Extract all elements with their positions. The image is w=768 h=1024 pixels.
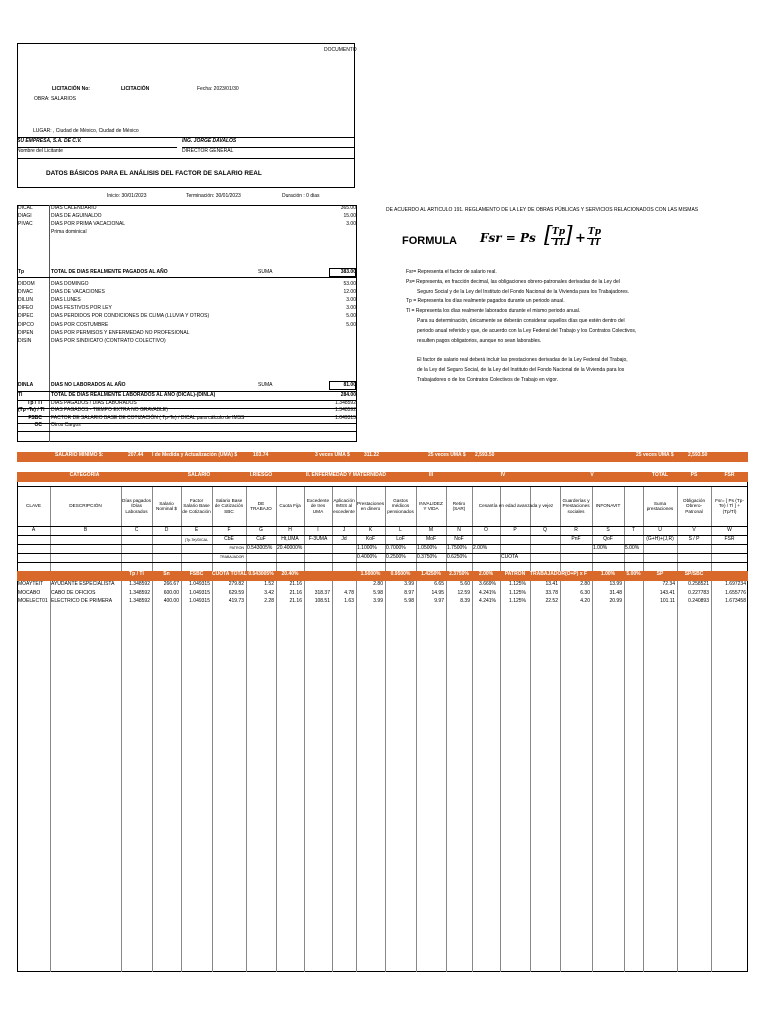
- column-header: Cuota Fija: [279, 503, 301, 509]
- column-header: Excedente de tres UMA: [306, 497, 330, 514]
- column-letter: N: [457, 527, 461, 533]
- data-cell: 400.00: [163, 598, 179, 605]
- column-line: [181, 486, 182, 972]
- data-cell: CABO DE OFICIOS: [51, 589, 96, 596]
- header-box: [17, 43, 355, 188]
- day-code: DISIN: [18, 337, 32, 344]
- data-cell: 5.98: [404, 598, 414, 605]
- column-header: Obligación Obrero-Patronal: [682, 497, 706, 514]
- data-cell: 1.049315: [189, 589, 210, 596]
- data-cell: 1.348592: [129, 598, 150, 605]
- column-letter: I: [317, 527, 319, 533]
- day-desc: DIAS DOMINGO: [51, 281, 89, 287]
- ti-value: 284.00: [340, 392, 356, 398]
- data-cell: 0.227783: [688, 589, 709, 596]
- day-code: DIPEC: [18, 313, 34, 320]
- day-desc: DIAS DE VACACIONES: [51, 289, 105, 296]
- data-cell: 8.97: [404, 589, 414, 596]
- column-letter: D: [164, 527, 169, 533]
- column-letter: W: [727, 527, 732, 533]
- data-cell: 2.28: [264, 598, 274, 605]
- ti-desc: Otros Cargos: [51, 422, 81, 429]
- data-cell: 143.41: [659, 589, 675, 596]
- group-header: CATEGORIA: [69, 472, 100, 478]
- day-value: 383.00: [340, 269, 356, 275]
- column-header: Aplicación IMSS al excedente: [333, 497, 355, 514]
- column-letter: Q: [543, 527, 547, 533]
- day-desc: DIAS PERDIDOS POR CONDICIONES DE CLIMA (LLUVIA Y OTROS): [51, 313, 210, 320]
- data-cell: 20.99: [609, 598, 622, 605]
- day-code: DIDOM: [18, 281, 35, 287]
- data-cell: 5.60: [460, 581, 470, 587]
- trabajador-cell: 0.2500%: [386, 554, 406, 560]
- column-header: Días pagados /Días Laborados: [122, 497, 151, 514]
- day-code: DIFEO: [18, 305, 34, 312]
- formula-tl2: Tl: [589, 238, 600, 248]
- column-letter: G: [259, 527, 263, 533]
- data-cell: 4.241%: [479, 589, 496, 596]
- day-code: DINLA: [18, 382, 34, 388]
- day-desc: DIAS POR COSTUMBRE: [51, 321, 109, 328]
- data-cell: AYUDANTE ESPECIALISTA: [51, 581, 115, 587]
- column-letter: T: [631, 527, 636, 533]
- column-letter: R: [574, 527, 578, 533]
- column-header: Guarderías y Prestaciones sociales: [562, 497, 590, 514]
- data-cell: 629.59: [228, 589, 244, 596]
- group-header: IV: [500, 472, 506, 478]
- column-line: [530, 486, 531, 972]
- empresa-name: SU EMPRESA, S.A. DE C.V.: [17, 138, 82, 144]
- ti-value: 1.049315: [335, 414, 356, 421]
- data-cell: 2.80: [580, 581, 590, 587]
- formula-cell-e: (Tp-Te)/DICAL: [184, 538, 209, 542]
- column-line: [152, 486, 153, 972]
- day-desc: DIAS LUNES: [51, 297, 81, 304]
- ti-code: (Tp -Te) / Tl: [18, 407, 45, 414]
- column-header: Prestaciones en dinero: [356, 500, 385, 511]
- day-desc: DIAS CALENDARIO: [51, 205, 97, 211]
- column-line: [592, 486, 593, 972]
- day-desc: DIAS POR PRIMA VACACIONAL: [51, 221, 126, 227]
- subtotal-cell: 1.4250%: [421, 571, 441, 577]
- ti-desc: FACTOR DE SALARIO BASE DE COTIZACIÓN ( Tp-Te) / DICAL para cálculo de IMSS: [51, 414, 245, 421]
- fecha: Fecha: 2023/01/30: [197, 86, 239, 92]
- ti-code: OC: [34, 422, 42, 429]
- group-header: PS: [690, 472, 698, 478]
- formula-label: FORMULA: [402, 235, 457, 247]
- ti-desc: TOTAL DE DIAS REALMENTE LABORADOS AL AÑO (DICAL)-(DINLA): [51, 392, 216, 398]
- day-value: 3.00: [346, 221, 356, 227]
- column-header: Factor Salario Base de Cotización: [182, 497, 211, 514]
- data-cell: 31.48: [609, 589, 622, 596]
- subtotal-cell: 2.00%: [478, 571, 494, 577]
- column-letter: C: [134, 527, 139, 533]
- subtotal-cell: 2.3750%: [449, 571, 469, 577]
- data-cell: 13.99: [609, 581, 622, 587]
- data-cell: 1.673458: [725, 598, 746, 605]
- definition-line: Tl = Representa los días realmente laborados durante el mismo periodo anual.: [406, 308, 581, 315]
- divider: [17, 431, 357, 432]
- formula-tp: Tp: [552, 227, 565, 237]
- salario-minimo-value: 207.44: [128, 452, 144, 458]
- patron-cell: 2.00%: [473, 545, 488, 551]
- data-cell: 3.669%: [479, 581, 496, 587]
- day-code: PIVAC: [18, 221, 33, 227]
- column-header: Suma prestaciones: [646, 500, 674, 511]
- column-letter: L: [399, 527, 402, 533]
- definition-line: periodo anual referido y que, de acuerdo con la Ley Federal del Trabajo y los Contratos Colectivos,: [417, 327, 637, 334]
- twentyfive-uma-value-b: 2,593.50: [688, 452, 708, 458]
- day-value: 5.00: [346, 313, 356, 320]
- subtotal-cell: 0.9500%: [390, 571, 411, 577]
- twentyfive-uma-label: 25 veces UMA $: [428, 452, 466, 458]
- terminacion: Terminación: 30/01/2023: [186, 193, 241, 199]
- day-code: DILUN: [18, 297, 34, 304]
- day-value: 3.00: [346, 305, 356, 312]
- definition-line: Para su determinación, únicamente se deberán considerar aquellos días que estén dentro del: [417, 318, 625, 324]
- trabajador-cell: 0.4000%: [357, 554, 377, 560]
- formula-cell: F-3UMA: [308, 536, 328, 542]
- column-letter: P: [513, 527, 517, 533]
- trabajador-cell: 0.6250%: [447, 554, 467, 560]
- data-cell: 1.049315: [189, 598, 210, 605]
- column-letter: V: [692, 527, 696, 533]
- data-cell: 72.34: [662, 581, 675, 587]
- page-title: DATOS BÁSICOS PARA EL ANÁLISIS DEL FACTOR DE SALARIO REAL: [46, 170, 262, 177]
- subtotal-cell: 20.40%: [281, 571, 299, 577]
- definition-line: El factor de salario real deberá incluir las prestaciones derivadas de la Ley Federal del Trabajo,: [417, 357, 628, 364]
- definition-line: resulten pagos obligatorios, aunque no sean laborables.: [417, 337, 542, 344]
- data-cell: 1.348592: [129, 581, 150, 587]
- column-letter: A: [31, 527, 36, 533]
- data-cell: 1.63: [344, 598, 354, 605]
- subtotal-cell: (O+P) x F: [564, 571, 588, 577]
- patron-cell: 0.543005%: [247, 545, 273, 551]
- formula-cell: LoF: [396, 536, 405, 542]
- subtotal-cell: CUOTA TOTAL: [212, 571, 247, 577]
- trabajador-cell: 0.3750%: [417, 554, 437, 560]
- definition-line: Seguro Social y de la Ley del Instituto del Fondo Nacional de la Vivienda para los Trabajadores.: [417, 288, 629, 295]
- uma-value: 103.74: [253, 452, 269, 458]
- column-line: [332, 486, 333, 972]
- formula-tp2: Tp: [588, 227, 601, 237]
- three-uma-label: 3 veces UMA $: [315, 452, 350, 458]
- formula-cell: CbE: [224, 536, 234, 542]
- group-header: V: [590, 472, 594, 478]
- definition-line: Fsr= Representa el factor de salario real.: [406, 269, 497, 275]
- divider: [17, 553, 748, 554]
- data-cell: 8.39: [460, 598, 470, 605]
- group-header: TOTAL: [651, 472, 669, 478]
- column-header: DE TRABAJO: [250, 500, 272, 511]
- formula-tl: Tl: [553, 238, 564, 248]
- licitacion-label: LICITACIÓN No:: [52, 86, 90, 92]
- data-cell: 33.78: [545, 589, 558, 596]
- ti-desc: DIAS PAGADOS / DIAS LABORADOS: [51, 399, 137, 406]
- data-cell: 419.73: [228, 598, 244, 605]
- trabajador-label: TRABAJADOR: [219, 555, 244, 559]
- data-cell: MOAYTEIT: [18, 581, 44, 587]
- subtotal-cell: 1.00%: [600, 571, 616, 577]
- day-desc: TOTAL DE DIAS REALMENTE PAGADOS AL AÑO: [51, 269, 168, 275]
- subtotal-cell: SP/SBC: [684, 571, 704, 577]
- data-cell: 1.697234: [725, 581, 746, 587]
- column-letter: M: [428, 527, 434, 533]
- day-value: 15.00: [343, 213, 356, 219]
- data-cell: ELECTRICO DE PRIMERA: [51, 598, 113, 605]
- data-cell: 0.258521: [688, 581, 709, 587]
- patron-cell: 0.7000%: [386, 545, 406, 551]
- suma-label: SUMA: [258, 382, 273, 388]
- column-line: [624, 486, 625, 972]
- patron-cell: 5.00%: [625, 545, 640, 551]
- day-value: 81.00: [343, 382, 356, 388]
- patron-cell: 1.0500%: [417, 545, 437, 551]
- data-cell: 3.99: [373, 598, 383, 605]
- day-value: 53.00: [343, 281, 356, 287]
- formula-cell: PnF: [571, 536, 581, 542]
- ti-value: 1.348592: [335, 407, 356, 414]
- ley-text: DE ACUERDO AL ARTICULO 191. REGLAMENTO DE LA LEY DE OBRAS PÚBLICAS Y SERVICIOS RELACIONADOS CON LAS MISMAS: [386, 207, 699, 213]
- day-desc: DIAS NO LABORADOS AL AÑO: [51, 382, 126, 388]
- definition-line: Trabajadores o de los Contratos Colectivos de Trabajo en vigor.: [417, 376, 559, 383]
- day-desc: DIAS POR PERMISOS Y ENFERMEDAD NO PROFESIONAL: [51, 329, 190, 336]
- column-line: [50, 486, 51, 972]
- formula-cell: S / P: [688, 536, 700, 542]
- duracion: Duración : 0 dias: [282, 193, 320, 199]
- day-code: DIPCO: [18, 321, 34, 328]
- formula-cell: (G+H)+(J,R): [646, 536, 674, 542]
- data-cell: 6.65: [434, 581, 444, 587]
- data-cell: MOCABO: [18, 589, 41, 596]
- subtotal-cell: Tp / Tl: [129, 571, 144, 577]
- day-code: DIVAC: [18, 289, 33, 296]
- divider: [17, 535, 748, 536]
- data-cell: 1.049315: [189, 581, 210, 587]
- column-line: [276, 486, 277, 972]
- licitacion-value: LICITACIÓN: [121, 86, 150, 92]
- data-cell: 3.42: [264, 589, 274, 596]
- subtotal-cell: 0.543005%: [248, 571, 274, 577]
- data-cell: 21.16: [289, 598, 302, 605]
- group-header: FSR: [724, 472, 735, 478]
- column-letter: K: [368, 527, 373, 533]
- ti-code: Tl: [18, 392, 23, 398]
- salario-minimo-label: SALARIO MINIMO $:: [55, 452, 104, 458]
- patron-cell: 1.7500%: [447, 545, 467, 551]
- column-line: [246, 486, 247, 972]
- data-cell: 12.59: [457, 589, 470, 596]
- ti-value: 1.348592: [335, 399, 356, 406]
- group-header: I.RIESGO: [249, 472, 273, 478]
- days-table-divider: [49, 205, 50, 442]
- column-line: [304, 486, 305, 972]
- data-cell: 21.16: [289, 581, 302, 587]
- data-cell: 279.82: [228, 581, 244, 587]
- column-header: INVALIDEZ Y VIDA: [419, 500, 443, 511]
- data-cell: 9.97: [434, 598, 444, 605]
- twentyfive-uma-value: 2,593.50: [475, 452, 495, 458]
- director-name: ING. JORGE DAVALOS: [182, 138, 237, 144]
- column-line: [472, 486, 473, 972]
- column-header: INFONAVIT: [595, 503, 621, 509]
- formula-cell: Jd: [341, 536, 347, 542]
- data-cell: 21.16: [289, 589, 302, 596]
- data-cell: 4.241%: [479, 598, 496, 605]
- data-cell: 0.240893: [688, 598, 709, 605]
- column-letter: U: [658, 527, 662, 533]
- column-letter: E: [194, 527, 199, 533]
- three-uma-value: 311.22: [364, 452, 380, 458]
- day-desc: DIAS DE AGUINALDO: [51, 213, 102, 219]
- column-header: Gastos médicos pensionados: [387, 497, 414, 514]
- column-line: [643, 486, 644, 972]
- formula-cell: KoF: [365, 536, 376, 542]
- data-cell: 14.95: [431, 589, 444, 596]
- day-value: 3.00: [346, 297, 356, 304]
- subtotal-cell: PATRON: [504, 571, 526, 577]
- group-header: SALARIO: [187, 472, 211, 478]
- uma-label: l de Medida y Actualización (UMA) $: [152, 452, 238, 458]
- data-cell: 5.98: [373, 589, 383, 596]
- day-value: 5.00: [346, 321, 356, 328]
- day-desc: DIAS FESTIVOS POR LEY: [51, 305, 112, 312]
- divider: [17, 562, 748, 563]
- empresa-sub: Nombre del Licitante: [17, 148, 63, 154]
- subtotal-cell: 1.5000%: [360, 571, 381, 577]
- data-cell: 1.125%: [509, 589, 526, 596]
- data-cell: MOELECT01: [18, 598, 48, 605]
- formula-cell: CuF: [256, 536, 266, 542]
- data-cell: 600.00: [163, 589, 179, 596]
- column-letter: B: [83, 527, 88, 533]
- column-header: DESCRIPCIÓN: [69, 503, 102, 509]
- trabajador-cell: CUOTA: [501, 554, 519, 560]
- patron-label: PATRON: [229, 546, 244, 550]
- data-cell: 22.52: [545, 598, 558, 605]
- formula-cell: NoF: [454, 536, 464, 542]
- data-cell: 3.99: [404, 581, 414, 587]
- data-cell: 1.125%: [509, 598, 526, 605]
- column-line: [121, 486, 122, 972]
- subtotal-cell: SP: [656, 571, 664, 577]
- day-code: DICAL: [18, 205, 33, 211]
- data-cell: 1.655776: [725, 589, 746, 596]
- ti-code: Tp / Tl: [27, 399, 42, 406]
- definition-line: de la Ley del Seguro Social, de la Ley del Instituto del Fondo Nacional de la Vivienda para los: [417, 367, 625, 373]
- day-code: DIPEN: [18, 329, 34, 336]
- data-cell: 266.67: [163, 581, 179, 587]
- document-label: DOCUMENTO: [324, 47, 357, 53]
- group-header: III: [428, 472, 434, 478]
- group-header: II. ENFERMEDAD Y MATERNIDAD: [305, 472, 386, 478]
- divider: [17, 277, 357, 278]
- divider: [182, 147, 355, 148]
- day-desc: Prima dominical: [51, 229, 87, 235]
- column-letter: S: [606, 527, 610, 533]
- formula-cell: FSR: [724, 536, 735, 542]
- formula-cell: QoF: [603, 536, 613, 542]
- column-line: [711, 486, 712, 972]
- day-code: Tp: [18, 269, 25, 275]
- day-value: 12.00: [343, 289, 356, 296]
- formula-cell: MoF: [426, 536, 436, 542]
- data-cell: 4.78: [344, 589, 354, 596]
- data-cell: 2.80: [373, 581, 383, 587]
- column-letter: O: [484, 527, 488, 533]
- day-desc: DIAS POR SINDICATO (CONTRATO COLECTIVO): [51, 337, 166, 344]
- data-cell: 1.125%: [509, 581, 526, 587]
- suma-label: SUMA: [258, 269, 273, 275]
- obra: OBRA: SALARIOS: [34, 96, 76, 102]
- subtotal-cell: FSBC: [189, 571, 204, 577]
- column-header: Fsr= [ Ps (Tp-Te) / Tl ] + (Tp/Tl): [715, 497, 744, 514]
- patron-cell: 1.00%: [593, 545, 608, 551]
- definition-line: Tp = Representa los días realmente pagados durante un periodo anual.: [406, 298, 565, 305]
- column-header: CLAVE: [25, 503, 42, 509]
- data-cell: 318.37: [314, 589, 330, 596]
- column-letter: J: [342, 527, 346, 533]
- patron-cell: 1.1000%: [357, 545, 377, 551]
- ti-code: FSBC: [28, 414, 42, 421]
- twentyfive-uma-label-b: 25 veces UMA $: [636, 452, 674, 458]
- divider: [17, 147, 177, 148]
- data-cell: 1.52: [264, 581, 274, 587]
- day-code: DIAGI: [18, 213, 32, 219]
- divider: [17, 526, 748, 527]
- divider: [17, 158, 355, 159]
- data-cell: 4.20: [580, 598, 590, 605]
- column-header: Salario Nominal $: [155, 500, 178, 511]
- director-title: DIRECTOR GENERAL: [182, 148, 234, 154]
- subtotal-cell: TRABAJADOR: [530, 571, 565, 577]
- day-value: 365.00: [340, 205, 356, 211]
- column-header: Salario Base de Cotización SBC: [214, 497, 244, 514]
- column-header: Cesantía en edad avanzada y vejez: [478, 503, 554, 509]
- subtotal-cell: 5.00%: [626, 571, 641, 577]
- column-letter: F: [227, 527, 231, 533]
- column-line: [560, 486, 561, 972]
- patron-cell: 20.40000%: [277, 545, 303, 551]
- formula-cell: Ht,UMA: [281, 536, 299, 542]
- column-line: [677, 486, 678, 972]
- data-cell: 6.30: [580, 589, 590, 596]
- data-cell: 13.41: [545, 581, 558, 587]
- ti-desc: DIAS PAGADOS - TIEMPO EXTRA NO GRAVABLE): [51, 407, 168, 414]
- column-header: Retiro (SAR): [452, 500, 466, 511]
- data-cell: 101.11: [660, 598, 675, 605]
- formula-lhs: Fsr = Ps: [480, 231, 536, 245]
- definition-line: Ps= Representa, en fracción decimal, las obligaciones obrero-patronales derivadas de la Ley del: [406, 278, 620, 285]
- subtotal-cell: Sn: [163, 571, 170, 577]
- column-letter: H: [288, 527, 292, 533]
- inicio: Inicio: 30/01/2023: [107, 193, 147, 199]
- lugar: LUGAR: , Ciudad de México, Ciudad de México: [33, 128, 139, 134]
- data-cell: 108.51: [314, 598, 330, 605]
- data-cell: 1.348592: [129, 589, 150, 596]
